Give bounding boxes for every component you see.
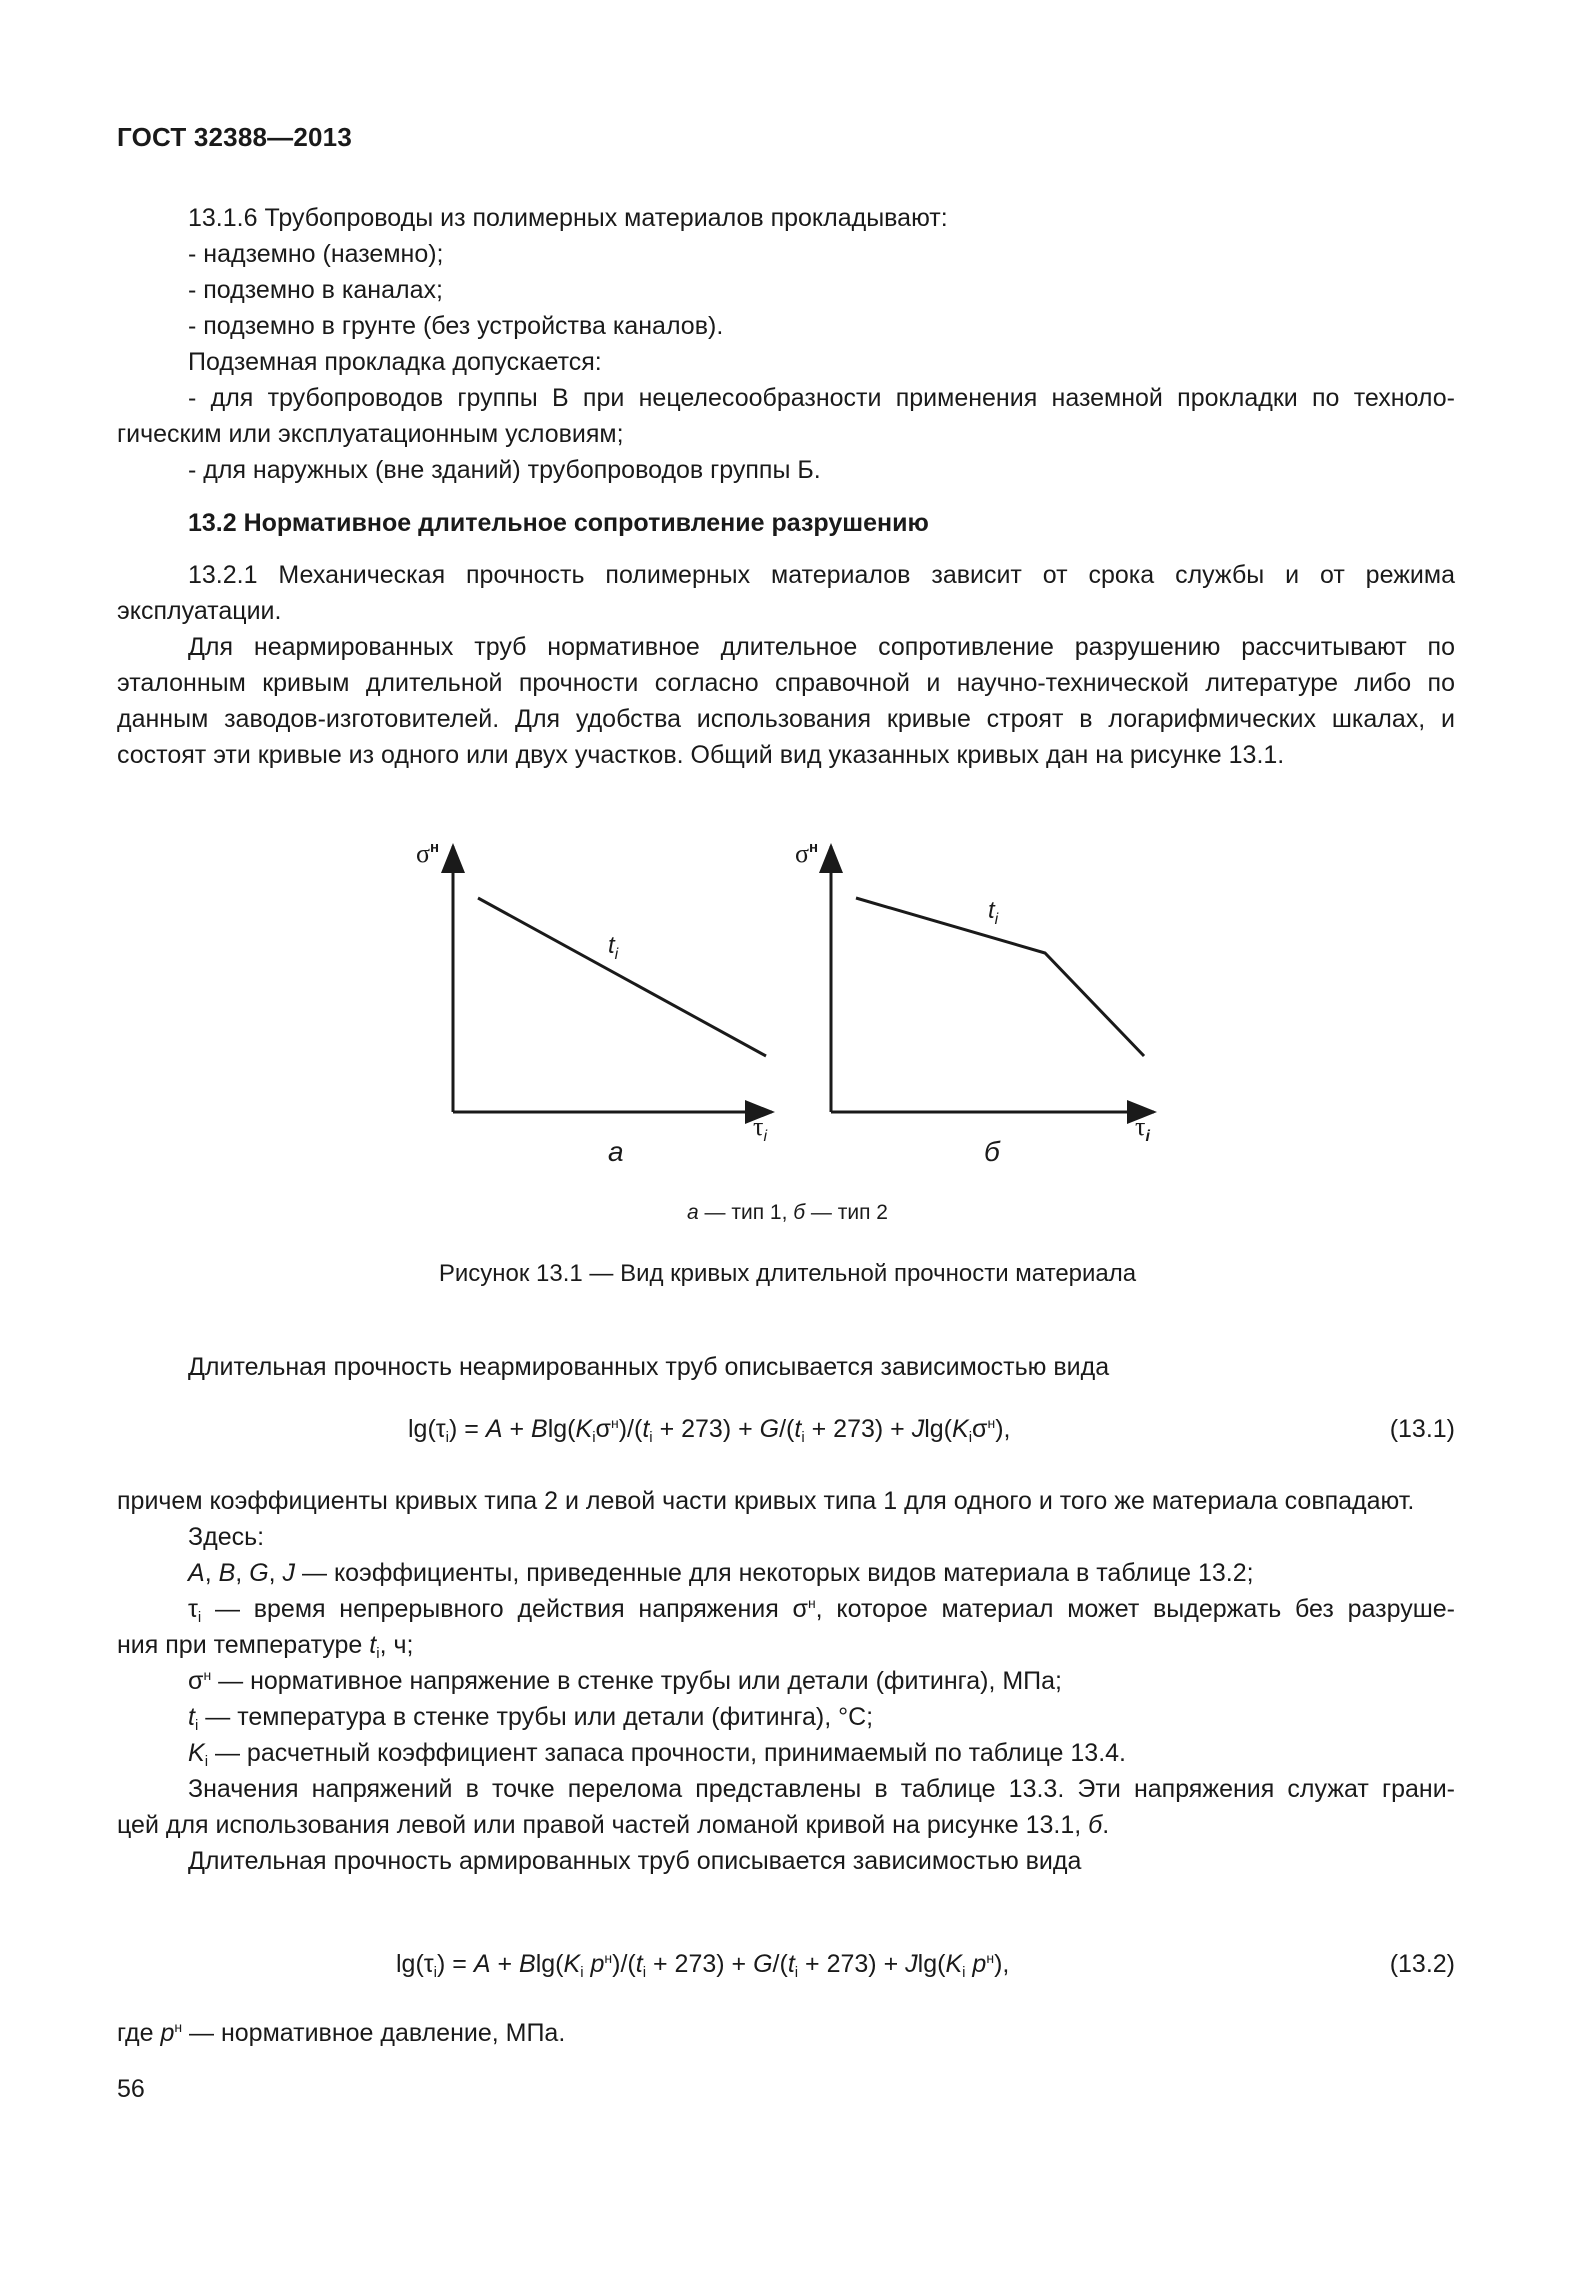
legend-b-text: — тип 2 bbox=[805, 1201, 888, 1224]
formula-13-2-number: (13.2) bbox=[1389, 1950, 1455, 1978]
legend-a-text: — тип 1, bbox=[698, 1201, 794, 1224]
panel-a-label: а bbox=[608, 1136, 624, 1167]
list-item-above-ground: - надземно (наземно); bbox=[188, 240, 444, 268]
section-13-1-6 bbox=[117, 200, 1455, 488]
panel-b-x-label bbox=[1135, 1112, 1150, 1145]
section-13-2 bbox=[117, 505, 1455, 541]
panel-a-curve bbox=[478, 898, 766, 1056]
curve-symbol: t bbox=[608, 932, 615, 959]
definition-tau-line-2-a: ния при температуре bbox=[117, 1631, 370, 1659]
list-item-in-channels: - подземно в каналах; bbox=[188, 276, 443, 304]
curve-sub: i bbox=[614, 946, 619, 963]
panel-a-y-label bbox=[416, 839, 439, 868]
formula-13-1: $\lg(\tau_i) = A + Blg(K_i\sigma^н)/(t_i + 273) + G/(t_i + 273) + Jlg(K_i\sigma^н)$, bbox=[408, 1415, 1011, 1446]
definition-tau-line-1: $\tau_i$ — время непрерывного действия напряжения $\sigma^н$, которое материал может выдержать без разруше- bbox=[188, 1595, 1455, 1626]
section-13-2-body bbox=[117, 557, 1455, 773]
paragraph-13-1-6-intro: 13.1.6 Трубопроводы из полимерных материалов прокладывают: bbox=[188, 204, 948, 232]
allowed-item-1-line-1: - для трубопроводов группы В при нецелесообразности применения наземной прокладки по техноло- bbox=[188, 384, 1455, 412]
definition-tau-text-b: , которое материал может выдержать без разруше- bbox=[815, 1595, 1455, 1623]
paragraph-break-line-1: Значения напряжений в точке перелома представлены в таблице 13.3. Эти напряжения служат грани- bbox=[188, 1775, 1455, 1803]
panel-a-x-label bbox=[753, 1112, 767, 1145]
formula-13-2-row bbox=[117, 1950, 1455, 1986]
figure-title: Рисунок 13.1 — Вид кривых длительной прочности материала bbox=[438, 1260, 1137, 1287]
definition-temperature-text: — температура в стенке трубы или детали (фитинга), °С; bbox=[198, 1703, 874, 1731]
definition-k-text: — расчетный коэффициент запаса прочности, принимаемый по таблице 13.4. bbox=[208, 1739, 1126, 1767]
paragraph-break-line-2c: . bbox=[1102, 1811, 1110, 1839]
after-formula-2 bbox=[117, 2015, 1455, 2051]
y-sup: н bbox=[430, 839, 440, 856]
paragraph-pressure-b: — нормативное давление, МПа. bbox=[182, 2019, 566, 2047]
paragraph-coefficients: причем коэффициенты кривых типа 2 и левой части кривых типа 1 для одного и того же материала совпадают. bbox=[117, 1487, 1415, 1515]
definition-tau-line-2-b: , ч; bbox=[379, 1631, 414, 1659]
definition-tau-text-a: — время непрерывного действия напряжения σ bbox=[201, 1595, 808, 1623]
panel-a-curve-label bbox=[608, 932, 619, 963]
y-symbol: σ bbox=[795, 839, 810, 868]
panel-b bbox=[795, 839, 1154, 1167]
page-number: 56 bbox=[117, 2075, 145, 2103]
list-item-in-soil: - подземно в грунте (без устройства каналов). bbox=[188, 312, 724, 340]
y-sup: н bbox=[809, 839, 819, 856]
definition-sigma: $\sigma^н$ — нормативное напряжение в стенке трубы или детали (фитинга), МПа; bbox=[188, 1667, 1063, 1695]
here-label: Здесь: bbox=[188, 1523, 265, 1551]
definition-coefficients: A, B, G, J — коэффициенты, приведенные для некоторых видов материала в таблице 13.2; bbox=[188, 1559, 1254, 1587]
curve-symbol: t bbox=[988, 897, 995, 924]
formula-13-2: $\lg(\tau_i) = A + Blg(K_i$ $p^н)/(t_i + 273) + G/(t_i + 273) + Jlg(K_i$ $p^н$), bbox=[396, 1950, 1010, 1981]
legend-a-letter: а bbox=[687, 1201, 699, 1224]
definition-tau-line-2: ния при температуре $t_i$, ч; bbox=[117, 1631, 414, 1662]
definitions-block bbox=[117, 1483, 1455, 1879]
x-sub: i bbox=[763, 1128, 768, 1145]
section-heading: 13.2 Нормативное длительное сопротивление разрушению bbox=[188, 509, 929, 537]
formula-1-intro: Длительная прочность неармированных труб описывается зависимостью вида bbox=[188, 1353, 1110, 1381]
x-sub: i bbox=[1145, 1128, 1150, 1145]
formula-13-1-number: (13.1) bbox=[1389, 1415, 1455, 1443]
y-symbol: σ bbox=[416, 839, 431, 868]
figure-13-1 bbox=[380, 830, 1180, 1170]
allowed-item-1-line-2: гическим или эксплуатационным условиям; bbox=[117, 420, 624, 448]
formula-2-intro: Длительная прочность армированных труб описывается зависимостью вида bbox=[188, 1847, 1082, 1875]
definition-coefficients-text: — коэффициенты, приведенные для некоторых видов материала в таблице 13.2; bbox=[295, 1559, 1254, 1587]
paragraph-pressure-a: где bbox=[117, 2019, 161, 2047]
paragraph-break-line-2 bbox=[117, 1807, 1455, 1843]
formula-1-intro-block bbox=[117, 1349, 1455, 1385]
allowed-item-2: - для наружных (вне зданий) трубопроводов группы Б. bbox=[188, 456, 821, 484]
figure-svg bbox=[380, 830, 1180, 1170]
paragraph-pressure-definition: где $p^н$ — нормативное давление, МПа. bbox=[117, 2019, 566, 2047]
x-symbol: τ bbox=[753, 1112, 764, 1141]
definition-temperature: $t_i$ — температура в стенке трубы или детали (фитинга), °С; bbox=[188, 1703, 874, 1734]
paragraph-allowed: Подземная прокладка допускается: bbox=[188, 348, 602, 376]
panel-b-curve bbox=[856, 898, 1144, 1056]
panel-b-y-label bbox=[795, 839, 818, 868]
paragraph-unreinforced: Для неармированных труб нормативное длительное сопротивление разрушению рассчитывают по эталонным кривым длительной прочности согласно справочной и научно-технической литературе либо по данным заводов-изготовителей. Для удобства использования кривые строят в логарифмических шкалах, и состоят эти кривые из одного или двух участков. Общий вид указанных кривых дан на рисунке 13.1. bbox=[117, 633, 1455, 769]
paragraph-13-2-1: 13.2.1 Механическая прочность полимерных материалов зависит от срока службы и от режима эксплуатации. bbox=[117, 561, 1455, 625]
document-header: ГОСТ 32388—2013 bbox=[117, 122, 352, 152]
panel-a bbox=[416, 839, 772, 1167]
paragraph-break-line-2a: цей для использования левой или правой частей ломаной кривой на рисунке 13.1, bbox=[117, 1811, 1089, 1839]
panel-b-curve-label bbox=[988, 897, 999, 928]
definition-k: $K_i$ — расчетный коэффициент запаса прочности, принимаемый по таблице 13.4. bbox=[188, 1739, 1126, 1770]
x-symbol: τ bbox=[1135, 1112, 1146, 1141]
definition-sigma-text: — нормативное напряжение в стенке трубы или детали (фитинга), МПа; bbox=[211, 1667, 1063, 1695]
legend-b-letter: б bbox=[793, 1201, 806, 1224]
paragraph-break-line-2b: б bbox=[1088, 1811, 1103, 1839]
curve-sub: i bbox=[994, 911, 999, 928]
formula-13-1-row bbox=[117, 1415, 1455, 1451]
panel-b-label: б bbox=[984, 1136, 1000, 1167]
figure-legend bbox=[0, 1201, 1575, 1225]
